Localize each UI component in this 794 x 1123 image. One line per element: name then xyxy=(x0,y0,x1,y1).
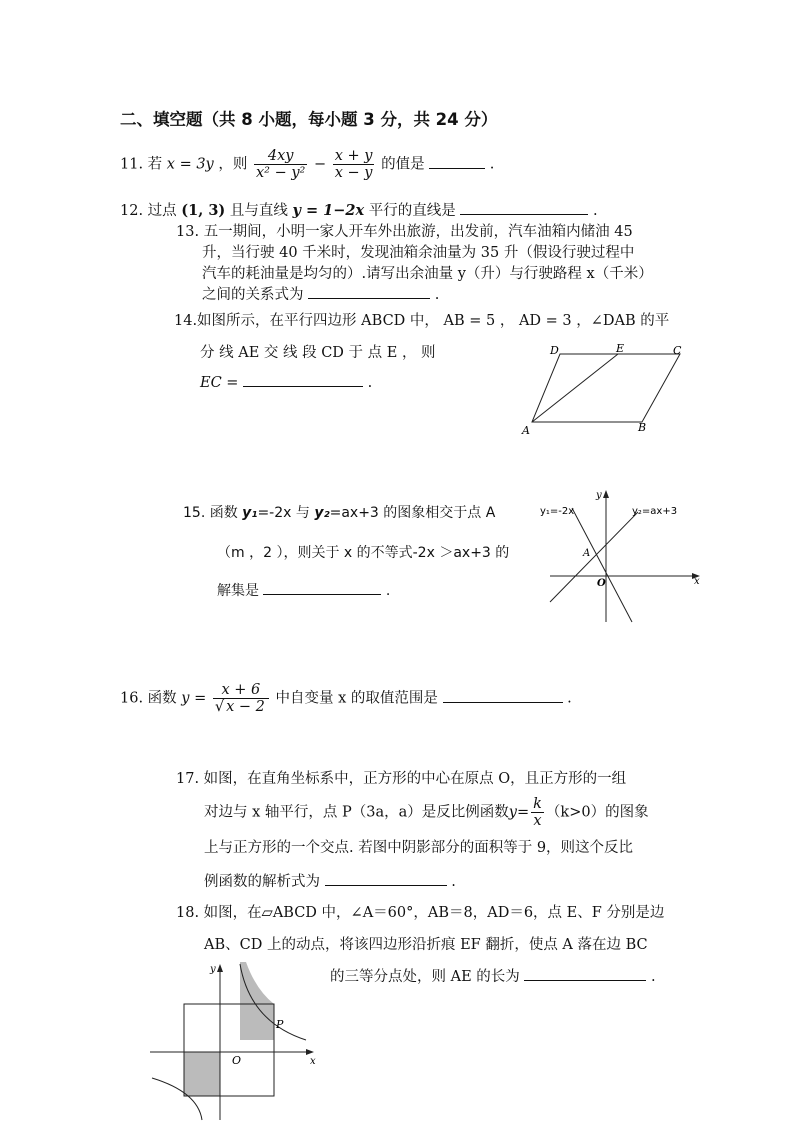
q11-fraction-2 xyxy=(333,148,375,181)
q17-line-1: 17. 如图，在直角坐标系中，正方形的中心在原点 O，且正方形的一组 xyxy=(176,771,627,787)
q11-condition: x = 3y xyxy=(166,156,214,173)
q18-answer-blank[interactable] xyxy=(524,979,646,981)
question-15 xyxy=(183,500,509,604)
q18-line-1: 18. 如图，在▱ABCD 中，∠A＝60°，AB＝8，AD＝6，点 E、F 分别是边 xyxy=(176,905,665,921)
label-y-axis-17: y xyxy=(210,964,216,975)
label-point-a: A xyxy=(583,548,591,559)
q12-point: (1, 3) xyxy=(181,202,226,219)
q15-y2: y₂ xyxy=(314,505,330,521)
shaded-region-lower xyxy=(184,1052,220,1096)
q12-line: y = 1−2x xyxy=(292,202,365,219)
label-x-axis: x xyxy=(694,576,700,587)
q16-fraction xyxy=(213,682,269,715)
q14-answer-blank[interactable] xyxy=(243,385,363,387)
segment-ae xyxy=(532,354,618,422)
q14-line-1: 14.如图所示，在平行四边形 ABCD 中， AB = 5 ， AD = 3 ，∠DAB 的平 xyxy=(174,313,670,329)
q15-l1a: 15. 函数 xyxy=(183,505,238,521)
q15-line-1 xyxy=(183,500,509,526)
q17-denominator: x xyxy=(533,813,542,829)
q11-prefix: 11. 若 xyxy=(120,156,163,173)
q17-fraction xyxy=(531,796,544,829)
parallelogram-abcd xyxy=(532,354,680,422)
q12-suffix: 平行的直线是 xyxy=(368,203,456,219)
y-axis-17-arrow xyxy=(217,964,223,972)
q17-line-3: 上与正方形的一个交点. 若图中阴影部分的面积等于 9，则这个反比 xyxy=(204,840,634,856)
q11-f2-denominator: x − y xyxy=(334,165,373,181)
q11-suffix: 的值是 xyxy=(381,156,425,173)
label-y-axis: y xyxy=(596,490,602,501)
label-y1-equation: y₁=-2x xyxy=(540,506,575,517)
q16-numerator: x + 6 xyxy=(213,682,269,699)
q12-prefix: 12. 过点 xyxy=(120,203,177,219)
q15-l1c: =ax+3 的图象相交于点 A xyxy=(329,505,496,521)
q16-answer-blank[interactable] xyxy=(443,701,563,703)
q17-numerator: k xyxy=(533,796,542,812)
q15-line-2: （m ，2 ），则关于 x 的不等式-2x ＞ax+3 的 xyxy=(217,545,510,561)
q15-l1b: =-2x 与 xyxy=(257,505,310,521)
line-y1 xyxy=(572,508,632,622)
question-11 xyxy=(120,148,494,181)
q11-f2-numerator: x + y xyxy=(334,148,373,164)
q14-end: . xyxy=(367,375,373,391)
q15-line-3-text: 解集是 xyxy=(217,583,259,599)
q13-line-2: 升，当行驶 40 千米时，发现油箱余油量为 35 升（假设行驶过程中 xyxy=(202,245,635,261)
q17-line-2a: 对边与 x 轴平行，点 P（3a，a）是反比例函数 xyxy=(204,804,509,821)
q16-lhs: y = xyxy=(181,690,207,707)
q13-line-3: 汽车的耗油量是均匀的）.请写出余油量 y（升）与行驶路程 x（千米） xyxy=(202,266,653,282)
q12-end: . xyxy=(592,203,598,219)
question-16 xyxy=(120,682,572,715)
q16-radicand: x − 2 xyxy=(226,699,265,715)
label-point-p: P xyxy=(276,1018,284,1031)
q17-line-2 xyxy=(176,796,649,829)
question-13 xyxy=(176,222,653,306)
q17-lhs: y= xyxy=(508,804,530,821)
q13-answer-blank[interactable] xyxy=(308,297,430,299)
q14-line-2: 分 线 AE 交 线 段 CD 于 点 E ， 则 xyxy=(200,345,436,361)
question-17 xyxy=(176,766,649,895)
label-origin: O xyxy=(597,578,606,589)
q13-end: . xyxy=(434,287,440,303)
square-hyperbola-figure xyxy=(148,960,328,1123)
label-x-axis-17: x xyxy=(310,1056,316,1067)
q18-end: . xyxy=(651,969,656,985)
label-d: D xyxy=(550,344,559,357)
label-e: E xyxy=(616,342,625,355)
q11-minus: − xyxy=(313,156,327,173)
q15-answer-blank[interactable] xyxy=(263,593,381,595)
section-title: 二、填空题（共 8 小题，每小题 3 分，共 24 分） xyxy=(120,110,498,129)
line-y2 xyxy=(550,512,638,602)
q16-denominator: √ x − 2 xyxy=(214,699,265,715)
q11-answer-blank[interactable] xyxy=(429,167,485,169)
q15-end: . xyxy=(385,583,391,599)
q16-end: . xyxy=(567,690,572,707)
q17-line-2b: （k>0）的图象 xyxy=(545,804,649,821)
q11-fraction-1 xyxy=(254,148,307,181)
label-c: C xyxy=(673,344,682,357)
q12-mid: 且与直线 xyxy=(229,203,288,219)
q13-line-4 xyxy=(176,285,653,306)
label-b: B xyxy=(638,421,647,434)
linear-functions-figure xyxy=(536,486,706,626)
q18-line-3-text: 的三等分点处，则 AE 的长为 xyxy=(330,969,520,985)
x-axis-17-arrow xyxy=(306,1049,314,1055)
q16-prefix: 16. 函数 xyxy=(120,690,177,707)
label-origin-17: O xyxy=(232,1054,242,1067)
q17-line-4-text: 例函数的解析式为 xyxy=(204,874,320,890)
label-y2-equation: y₂=ax+3 xyxy=(632,506,678,517)
q11-end: . xyxy=(489,156,495,173)
q11-comma: ，则 xyxy=(218,156,248,173)
q17-answer-blank[interactable] xyxy=(325,884,447,886)
q11-f1-denominator: x² − y² xyxy=(255,165,306,181)
q14-line-3-text: EC = xyxy=(200,375,239,391)
q16-suffix: 中自变量 x 的取值范围是 xyxy=(275,690,438,707)
shaded-region-upper xyxy=(240,962,274,1040)
q18-line-2: AB、CD 上的动点，将该四边形沿折痕 EF 翻折，使点 A 落在边 BC xyxy=(204,937,648,953)
q13-line-4-text: 之间的关系式为 xyxy=(202,287,304,303)
q12-answer-blank[interactable] xyxy=(460,213,588,215)
q13-line-1: 13. 五一期间，小明一家人开车外出旅游，出发前，汽车油箱内储油 45 xyxy=(176,224,633,240)
question-12 xyxy=(120,198,598,224)
q17-line-4 xyxy=(176,869,649,895)
q15-y1: y₁ xyxy=(242,505,258,521)
y-axis-arrow xyxy=(603,490,609,498)
parallelogram-figure xyxy=(516,338,696,442)
label-a: A xyxy=(522,424,530,437)
q17-end: . xyxy=(451,874,456,890)
q15-line-3 xyxy=(183,578,509,604)
q11-f1-numerator: 4xy xyxy=(254,148,307,165)
